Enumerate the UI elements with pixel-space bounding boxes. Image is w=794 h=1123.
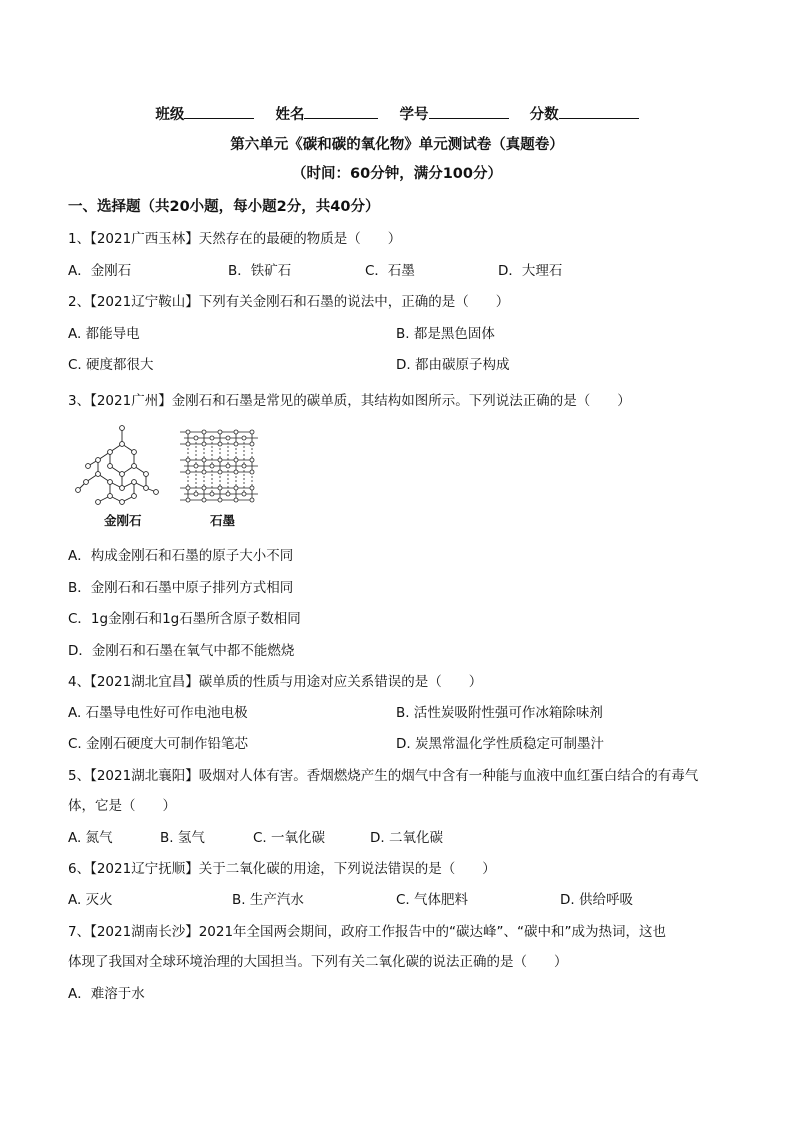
question-6-option-c[interactable]: C. 气体肥料 (396, 892, 469, 908)
diamond-label: 金刚石 (104, 513, 142, 528)
class-blank[interactable] (184, 104, 254, 119)
question-4-option-d[interactable]: D. 炭黑常温化学性质稳定可制墨汁 (396, 736, 604, 752)
section-heading: 一、选择题（共20小题，每小题2分，共40分） (68, 199, 380, 215)
name-blank[interactable] (304, 104, 378, 119)
question-6-stem: 6、【2021辽宁抚顺】关于二氧化碳的用途，下列说法错误的是（ ） (68, 861, 496, 877)
question-5-stem-line-1: 5、【2021湖北襄阳】吸烟对人体有害。香烟燃烧产生的烟气中含有一种能与血液中血红蛋白结合的有毒气 (68, 768, 699, 784)
question-7-option-a[interactable]: A．难溶于水 (68, 986, 145, 1002)
question-3-option-c[interactable]: C．1g金刚石和1g石墨所含原子数相同 (68, 611, 301, 627)
question-7-stem-line-1: 7、【2021湖南长沙】2021年全国两会期间，政府工作报告中的“碳达峰”、“碳中和”成为热词，这也 (68, 924, 667, 940)
score-blank[interactable] (559, 104, 639, 119)
id-blank[interactable] (429, 104, 509, 119)
question-5-option-d[interactable]: D. 二氧化碳 (370, 830, 443, 846)
question-1-option-c[interactable]: C．石墨 (365, 263, 415, 279)
question-7-stem-line-2: 体现了我国对全球环境治理的大国担当。下列有关二氧化碳的说法正确的是（ ） (68, 954, 568, 970)
question-4-option-c[interactable]: C. 金刚石硬度大可制作铅笔芯 (68, 736, 249, 752)
question-1-stem: 1、【2021广西玉林】天然存在的最硬的物质是（ ） (68, 231, 402, 247)
question-4-option-b[interactable]: B. 活性炭吸附性强可作冰箱除味剂 (396, 705, 603, 721)
id-label: 学号 (399, 107, 429, 123)
question-1-option-a[interactable]: A．金刚石 (68, 263, 132, 279)
question-2-option-a[interactable]: A. 都能导电 (68, 326, 140, 342)
graphite-structure-figure (174, 424, 264, 504)
question-2-option-b[interactable]: B. 都是黑色固体 (396, 326, 495, 342)
question-3-stem: 3、【2021广州】金刚石和石墨是常见的碳单质，其结构如图所示。下列说法正确的是（ ） (68, 393, 631, 409)
question-1-option-b[interactable]: B．铁矿石 (228, 263, 292, 279)
exam-subtitle: （时间：60分钟，满分100分） (292, 166, 502, 182)
question-5-option-c[interactable]: C. 一氧化碳 (253, 830, 326, 846)
exam-title: 第六单元《碳和碳的氧化物》单元测试卷（真题卷） (230, 137, 564, 153)
question-6-option-b[interactable]: B. 生产汽水 (232, 892, 304, 908)
question-5-option-b[interactable]: B. 氢气 (160, 830, 205, 846)
question-3-option-a[interactable]: A．构成金刚石和石墨的原子大小不同 (68, 548, 294, 564)
class-label: 班级 (155, 107, 185, 123)
question-4-stem: 4、【2021湖北宜昌】碳单质的性质与用途对应关系错误的是（ ） (68, 674, 483, 690)
name-label: 姓名 (275, 107, 305, 123)
question-2-option-c[interactable]: C. 硬度都很大 (68, 357, 154, 373)
question-5-stem-line-2: 体，它是（ ） (68, 798, 176, 814)
question-2-stem: 2、【2021辽宁鞍山】下列有关金刚石和石墨的说法中，正确的是（ ） (68, 294, 510, 310)
question-6-option-d[interactable]: D. 供给呼吸 (560, 892, 633, 908)
diamond-structure-figure (74, 424, 160, 506)
question-1-option-d[interactable]: D．大理石 (498, 263, 563, 279)
question-4-option-a[interactable]: A. 石墨导电性好可作电池电极 (68, 705, 248, 721)
question-3-option-d[interactable]: D．金刚石和石墨在氧气中都不能燃烧 (68, 643, 295, 659)
question-6-option-a[interactable]: A. 灭火 (68, 892, 113, 908)
question-5-option-a[interactable]: A. 氮气 (68, 830, 113, 846)
graphite-label: 石墨 (210, 513, 236, 528)
score-label: 分数 (529, 107, 559, 123)
question-3-option-b[interactable]: B．金刚石和石墨中原子排列方式相同 (68, 580, 294, 596)
student-info-line (0, 103, 794, 124)
question-2-option-d[interactable]: D. 都由碳原子构成 (396, 357, 510, 373)
